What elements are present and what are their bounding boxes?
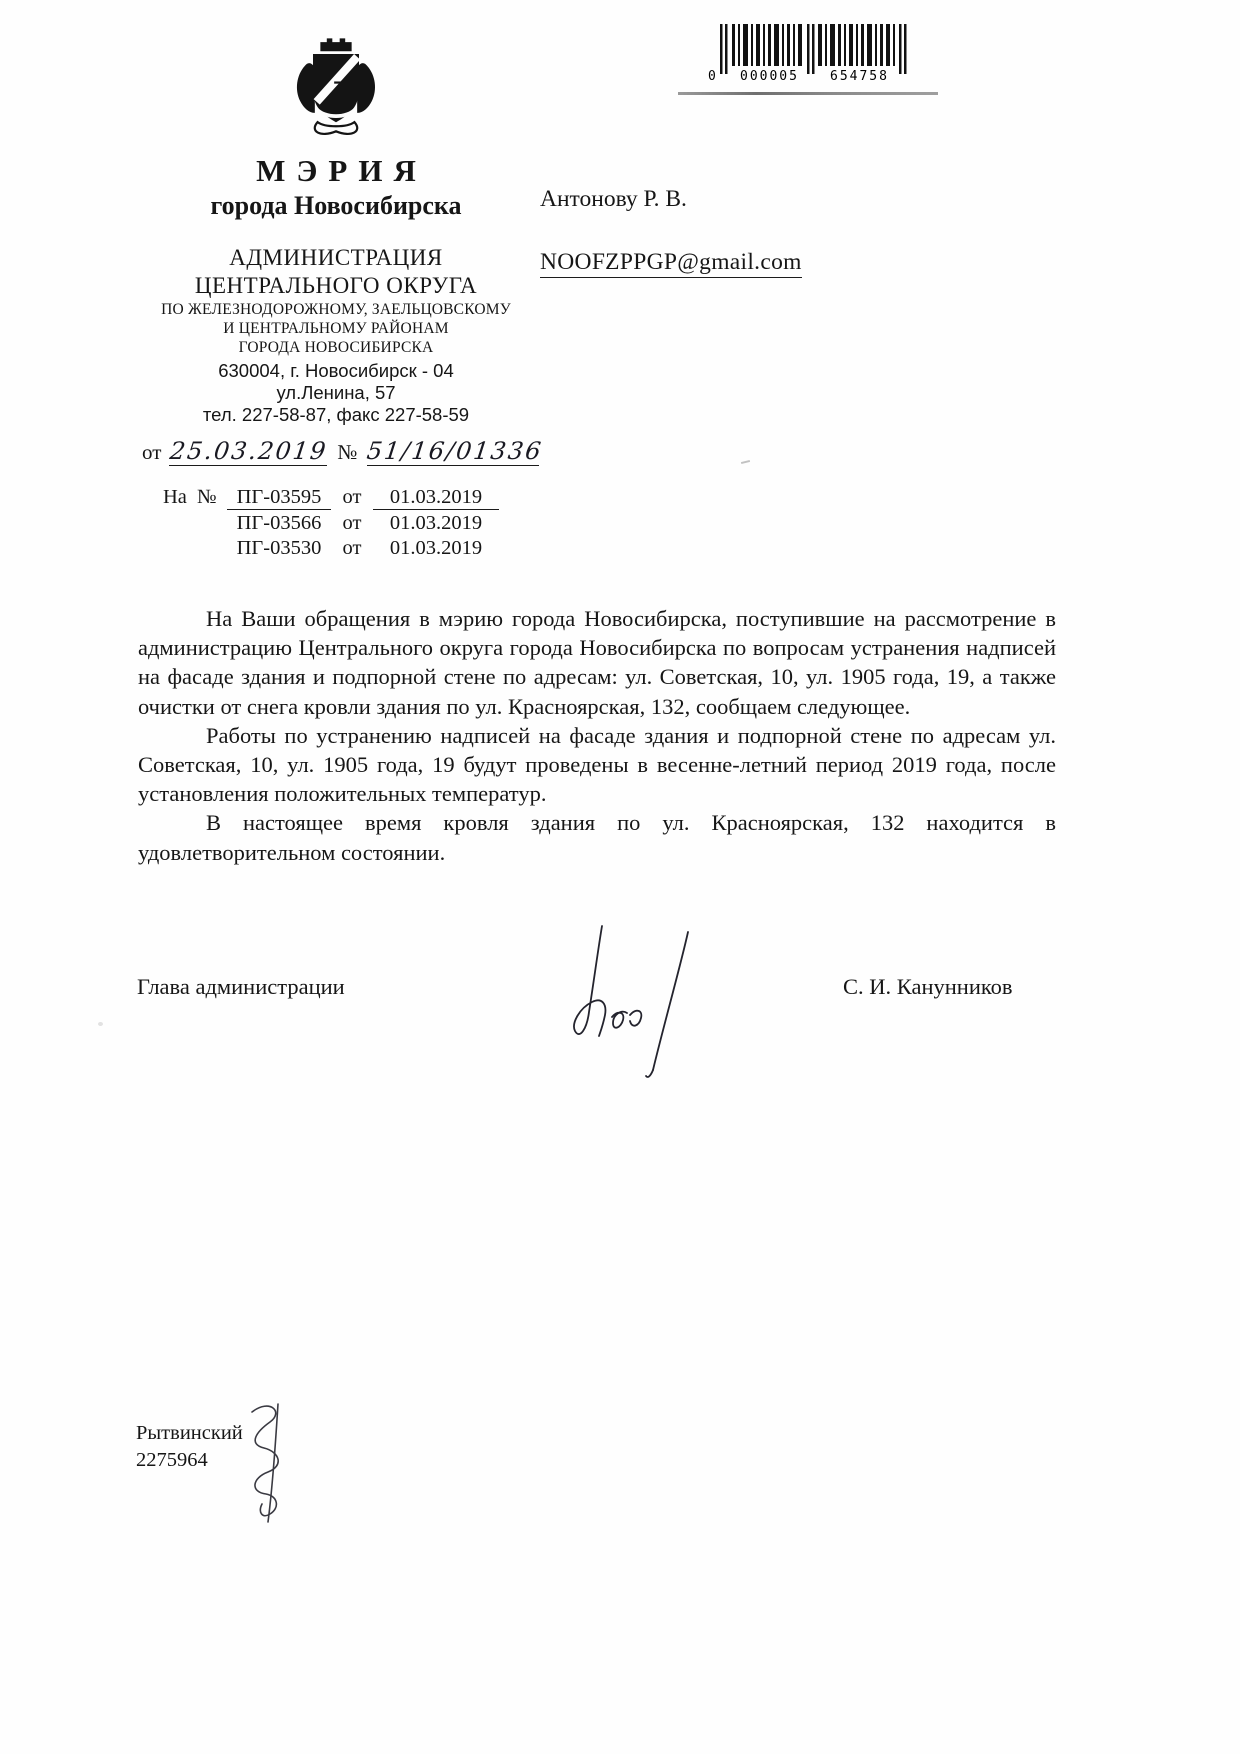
outgoing-meta-row — [142, 437, 545, 466]
letter-body — [138, 604, 1056, 867]
ref-ot-label: от — [342, 511, 362, 534]
districts-line-3: ГОРОДА НОВОСИБИРСКА — [238, 339, 434, 357]
barcode-digits-group2: 654758 — [830, 69, 889, 84]
org-name-top: МЭРИЯ — [256, 153, 427, 188]
executor-name: Рытвинский — [136, 1422, 243, 1444]
ref-ot-label: от — [342, 486, 362, 508]
ref-date: 01.03.2019 — [389, 537, 483, 559]
body-paragraph-1: На Ваши обращения в мэрию города Новосибирска, поступившие на рассмотрение в администрацию Центрального округа города Новосибирска по вопросам устранения надписей на фасаде здания и подпорной стене по адресам: ул. Советская, 10, ул. 1905 года, 19, а также очистки от снега кровли здания по ул. Красноярская, 132, сообщаем следующее. — [138, 606, 1056, 719]
recipient-name: Антонову Р. В. — [540, 186, 687, 212]
ref-number: ПГ-03530 — [236, 537, 322, 559]
signer-name: С. И. Канунников — [843, 974, 1013, 999]
number-label: № — [337, 440, 358, 464]
barcode-digits-group1: 000005 — [740, 69, 799, 84]
ref-no-label: № — [197, 486, 217, 508]
recipient-block — [540, 186, 960, 278]
executor-ink-scribble — [220, 1396, 304, 1533]
admin-line-1: АДМИНИСТРАЦИЯ — [229, 245, 443, 271]
districts-line-2: И ЦЕНТРАЛЬНОМУ РАЙОНАМ — [223, 320, 449, 338]
signature-ink-stroke — [558, 916, 720, 1089]
districts-line-1: ПО ЖЕЛЕЗНОДОРОЖНОМУ, ЗАЕЛЬЦОВСКОМУ — [161, 301, 511, 319]
letterhead — [118, 34, 554, 426]
ref-date: 01.03.2019 — [373, 486, 499, 510]
scan-speck — [98, 1022, 103, 1026]
ref-number: ПГ-03595 — [227, 486, 331, 510]
novosibirsk-coat-of-arms-icon — [290, 34, 382, 149]
recipient-email: NOOFZPPGP@gmail.com — [540, 249, 802, 278]
ref-number: ПГ-03566 — [236, 511, 322, 534]
ref-na-label: На — [163, 486, 187, 508]
ref-date: 01.03.2019 — [389, 511, 483, 534]
scan-speck — [741, 460, 750, 464]
barcode-underline-rule — [678, 92, 938, 95]
body-paragraph-2: Работы по устранению надписей на фасаде здания и подпорной стене по адресам ул. Советская, 10, ул. 1905 года, 19 будут проведены в весенне-летний период 2019 года, после установления положительных температур. — [138, 722, 1056, 807]
incoming-references — [163, 486, 499, 563]
registration-barcode — [704, 24, 940, 91]
outgoing-number-handwritten: 51/16/01336 — [365, 437, 545, 465]
postal-address-line-1: 630004, г. Новосибирск - 04 — [218, 360, 454, 382]
postal-address-line-2: ул.Ленина, 57 — [276, 381, 396, 403]
signer-title: Глава администрации — [137, 974, 345, 999]
outgoing-date-handwritten: 25.03.2019 — [167, 437, 329, 465]
reference-row — [163, 512, 499, 538]
admin-line-2: ЦЕНТРАЛЬНОГО ОКРУГА — [194, 272, 478, 298]
body-paragraph-3: В настоящее время кровля здания по ул. Красноярская, 132 находится в удовлетворительном состоянии. — [138, 810, 1056, 865]
date-label: от — [142, 440, 162, 464]
phone-fax-line: тел. 227-58-87, факс 227-58-59 — [202, 403, 470, 425]
reference-row — [163, 486, 499, 512]
reference-row — [163, 537, 499, 563]
barcode-digit-left: 0 — [708, 69, 716, 84]
org-name-city: города Новосибирска — [210, 190, 462, 220]
ref-ot-label: от — [342, 537, 362, 559]
executor-phone: 2275964 — [136, 1449, 208, 1471]
